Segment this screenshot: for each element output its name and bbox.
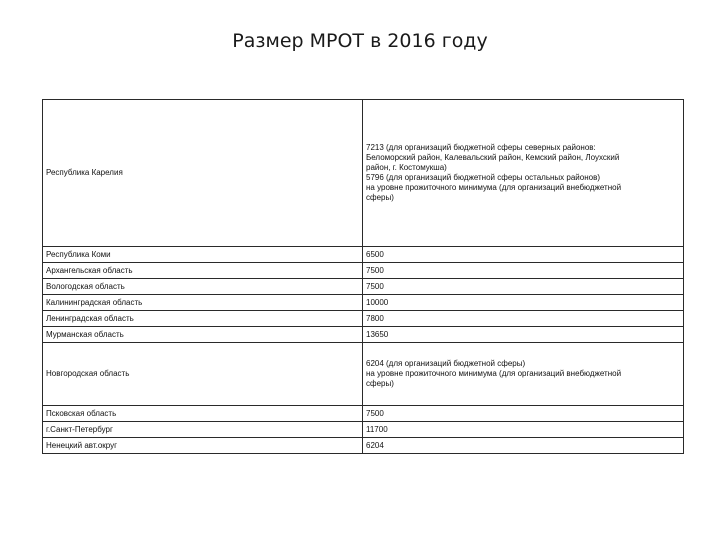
value-line: 7213 (для организаций бюджетной сферы северных районов: <box>366 143 596 152</box>
region-cell: Ненецкий авт.округ <box>43 438 363 454</box>
table-row <box>43 343 684 406</box>
mrot-table <box>42 99 684 454</box>
value-line: на уровне прожиточного минимума (для организаций внебюджетной <box>366 183 622 192</box>
table-row <box>43 263 684 279</box>
value-line: сферы) <box>366 379 394 388</box>
table-row <box>43 279 684 295</box>
region-cell: Калининградская область <box>43 295 363 311</box>
region-cell: Вологодская область <box>43 279 363 295</box>
table-row <box>43 422 684 438</box>
value-line: сферы) <box>366 193 394 202</box>
value-cell: 6204 <box>363 438 684 454</box>
value-line: 5796 (для организаций бюджетной сферы остальных районов) <box>366 173 600 182</box>
table-row <box>43 406 684 422</box>
value-cell: 7500 <box>363 279 684 295</box>
region-cell: Республика Коми <box>43 247 363 263</box>
region-cell: Республика Карелия <box>43 100 363 247</box>
value-cell: 10000 <box>363 295 684 311</box>
page-title: Размер МРОТ в 2016 году <box>232 30 488 52</box>
value-line: на уровне прожиточного минимума (для организаций внебюджетной <box>366 369 622 378</box>
value-line: Беломорский район, Калевальский район, Кемский район, Лоухский <box>366 153 620 162</box>
table-row <box>43 327 684 343</box>
region-cell: Ленинградская область <box>43 311 363 327</box>
region-cell: Мурманская область <box>43 327 363 343</box>
value-cell <box>363 100 684 247</box>
value-cell: 7800 <box>363 311 684 327</box>
table-row <box>43 295 684 311</box>
region-cell: Архангельская область <box>43 263 363 279</box>
region-cell: Новгородская область <box>43 343 363 406</box>
region-cell: Псковская область <box>43 406 363 422</box>
value-cell: 7500 <box>363 406 684 422</box>
value-line: район, г. Костомукша) <box>366 163 447 172</box>
value-cell: 7500 <box>363 263 684 279</box>
value-cell: 13650 <box>363 327 684 343</box>
value-cell: 11700 <box>363 422 684 438</box>
value-cell: 6500 <box>363 247 684 263</box>
value-line: 6204 (для организаций бюджетной сферы) <box>366 359 526 368</box>
value-cell <box>363 343 684 406</box>
table-row <box>43 311 684 327</box>
table-row <box>43 247 684 263</box>
table-row <box>43 100 684 247</box>
region-cell: г.Санкт-Петербург <box>43 422 363 438</box>
table-row <box>43 438 684 454</box>
